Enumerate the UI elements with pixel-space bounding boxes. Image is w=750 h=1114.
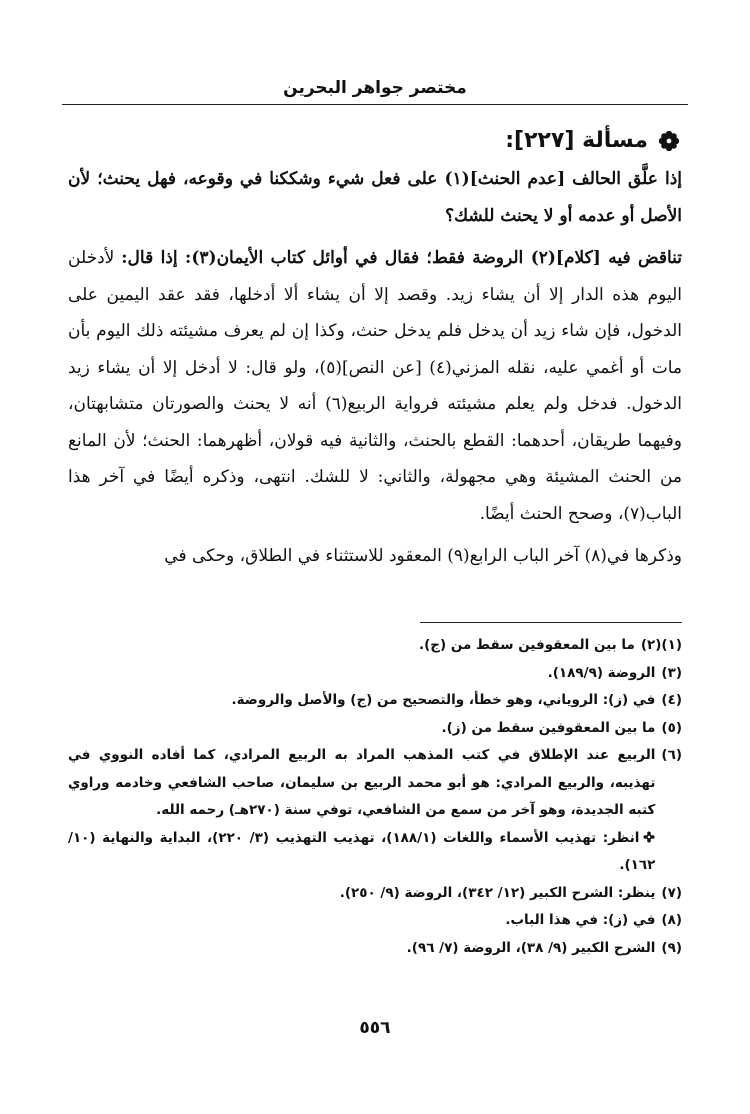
discussion-paragraph [68, 240, 682, 532]
flower-ornament-icon [658, 130, 680, 152]
footnote [68, 715, 682, 743]
footnote [68, 742, 682, 880]
footnote-text: ينظر: الشرح الكبير (١٢/ ٣٤٢)، الروضة (٩/ ٢٥٠). [339, 884, 656, 901]
issue-label: مسألة [٢٢٧]: [505, 128, 648, 153]
footnote-number: (٣) [661, 664, 682, 681]
footnote-text: الروضة (١٨٩/٩). [547, 664, 656, 681]
question-paragraph: إذا علَّق الحالف [عدم الحنث](١) على فعل شيء وشككنا في وقوعه، فهل يحنث؛ لأن الأصل أو عدمه أو لا يحنث للشك؟ [68, 169, 682, 226]
footnote-number: (٩) [661, 939, 682, 956]
footnote-text: ما بين المعقوفين سقط من (ز). [441, 719, 656, 736]
footnote [68, 632, 682, 660]
discussion-body: لأدخلن اليوم هذه الدار إلا أن يشاء زيد. وقصد إلا أن يشاء ألا أدخلها، فقد عقد اليمين على الدخول، فإن شاء زيد أن يدخل فلم يدخل حنث، وكذا إن لم يعرف مشيئته ذلك اليوم بأن مات أو أغمي عليه، نقله المزني(٤) [عن النص](٥)، ولو قال: لا أدخل إلا أن يشاء زيد الدخول. فدخل ولم يعلم مشيئته فرواية الربيع(٦) أنه لا يحنث والصورتان متشابهتان، وفيهما طريقان، أحدهما: القطع بالحنث، والثانية فيه قولان، أظهرهما: الحنث؛ لأن المانع من الحنث المشيئة وهي مجهولة، والثاني: لا للشك. انتهى، وذكره أيضًا في آخر هذا الباب(٧)، وصحح الحنث أيضًا. [68, 248, 683, 524]
footnote-separator [420, 622, 682, 623]
footnote-references-text: انظر: تهذيب الأسماء واللغات (١٨٨/١)، تهذيب التهذيب (٣/ ٢٢٠)، البداية والنهاية (١٠/ ١٦٢). [68, 829, 656, 873]
running-header: مختصر جواهر البحرين [283, 78, 467, 98]
footnote-text: الربيع عند الإطلاق في كتب المذهب المراد به الربيع المرادي، كما أفاده النووي في تهذيبه، والربيع المرادي: هو أبو محمد الربيع بن سليمان، صاحب الشافعي وخادمه وراوي كتبه الجديدة، وهو آخر من سمع من الشافعي، توفي سنة (٢٧٠هـ) رحمه الله. [68, 747, 656, 818]
footnote [68, 687, 682, 715]
footnote-number: (٦) [661, 747, 682, 763]
footnote-number: (١)(٢) [640, 637, 682, 653]
footnote [68, 880, 682, 908]
footnote-number: (٧) [661, 884, 682, 901]
footnote-number: (٤) [661, 692, 682, 708]
footnote-references [68, 825, 655, 880]
flower-ornament-icon [643, 831, 655, 843]
page-number: ٥٥٦ [359, 1018, 391, 1038]
footnote-text: في (ز): الروياني، وهو خطأ، والتصحيح من (ج) والأصل والروضة. [231, 692, 656, 708]
discussion-lead: تناقض فيه [كلام](٢) الروضة فقط؛ فقال في أوائل كتاب الأيمان(٣): إذا قال: [121, 248, 682, 268]
footnote [68, 907, 682, 935]
footnote-number: (٥) [661, 719, 682, 736]
footnotes [68, 632, 682, 962]
footnote [68, 660, 682, 688]
header-rule [62, 104, 688, 105]
continuation-paragraph: وذكرها في(٨) آخر الباب الرابع(٩) المعقود للاستثناء في الطلاق، وحكى في [164, 546, 682, 566]
issue-heading [68, 128, 682, 153]
footnote [68, 935, 682, 963]
footnote-body [68, 742, 655, 880]
main-text [68, 128, 682, 575]
footnote-text: الشرح الكبير (٩/ ٣٨)، الروضة (٧/ ٩٦). [406, 939, 656, 956]
footnote-number: (٨) [661, 912, 682, 928]
footnote-text: ما بين المعقوفين سقط من (ج). [418, 637, 635, 653]
footnote-text: في (ز): في هذا الباب. [505, 912, 656, 928]
